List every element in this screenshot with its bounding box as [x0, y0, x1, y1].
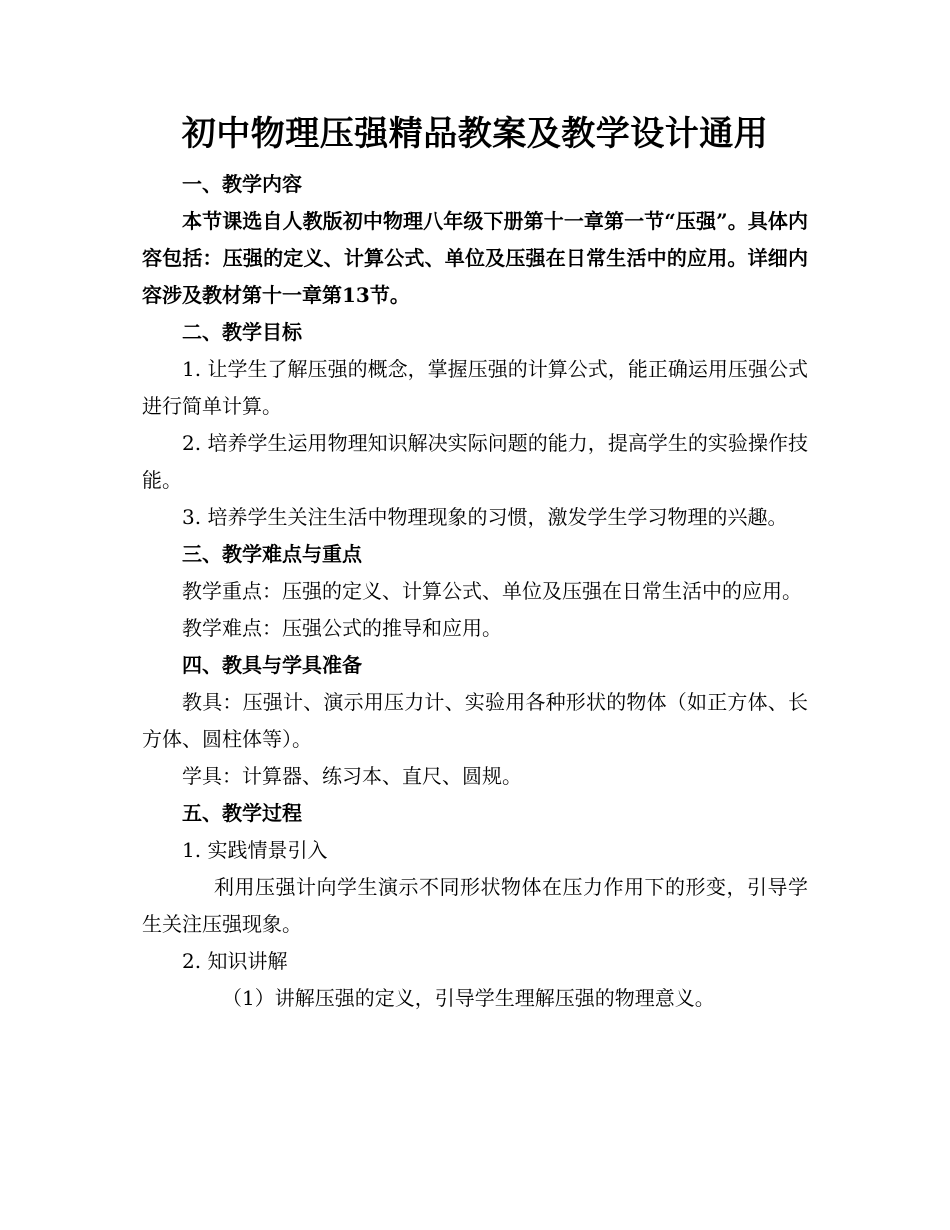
content-paragraph: 本节课选自人教版初中物理八年级下册第十一章第一节“压强”。具体内容包括：压强的定义、计算公式、单位及压强在日常生活中的应用。详细内容涉及教材第十一章第13节。	[142, 209, 808, 307]
document-title: 初中物理压强精品教案及教学设计通用	[181, 114, 769, 154]
section-heading-process: 五、教学过程	[182, 801, 302, 825]
process-step-1-text: 利用压强计向学生演示不同形状物体在压力作用下的形变，引导学生关注压强现象。	[142, 875, 808, 936]
teacher-materials-paragraph: 教具：压强计、演示用压力计、实验用各种形状的物体（如正方体、长方体、圆柱体等）。	[142, 690, 808, 751]
section-heading-materials: 四、教具与学具准备	[182, 653, 362, 677]
key-point-paragraph: 教学重点：压强的定义、计算公式、单位及压强在日常生活中的应用。	[182, 579, 802, 603]
objective-item-3: 3. 培养学生关注生活中物理现象的习惯，激发学生学习物理的兴趣。	[182, 505, 788, 529]
process-step-1-title: 1. 实践情景引入	[182, 838, 328, 862]
document-body	[142, 166, 808, 1017]
section-heading-objectives: 二、教学目标	[182, 320, 302, 344]
student-materials-paragraph: 学具：计算器、练习本、直尺、圆规。	[182, 764, 522, 788]
objective-item-2: 2. 培养学生运用物理知识解决实际问题的能力，提高学生的实验操作技能。	[142, 431, 808, 492]
objective-item-1: 1. 让学生了解压强的概念，掌握压强的计算公式，能正确运用压强公式进行简单计算。	[142, 357, 808, 418]
section-heading-content: 一、教学内容	[182, 172, 302, 196]
process-step-2-title: 2. 知识讲解	[182, 949, 288, 973]
section-heading-key-points: 三、教学难点与重点	[182, 542, 362, 566]
process-step-2-subitem-1: （1）讲解压强的定义，引导学生理解压强的物理意义。	[222, 986, 715, 1010]
difficult-point-paragraph: 教学难点：压强公式的推导和应用。	[182, 616, 502, 640]
